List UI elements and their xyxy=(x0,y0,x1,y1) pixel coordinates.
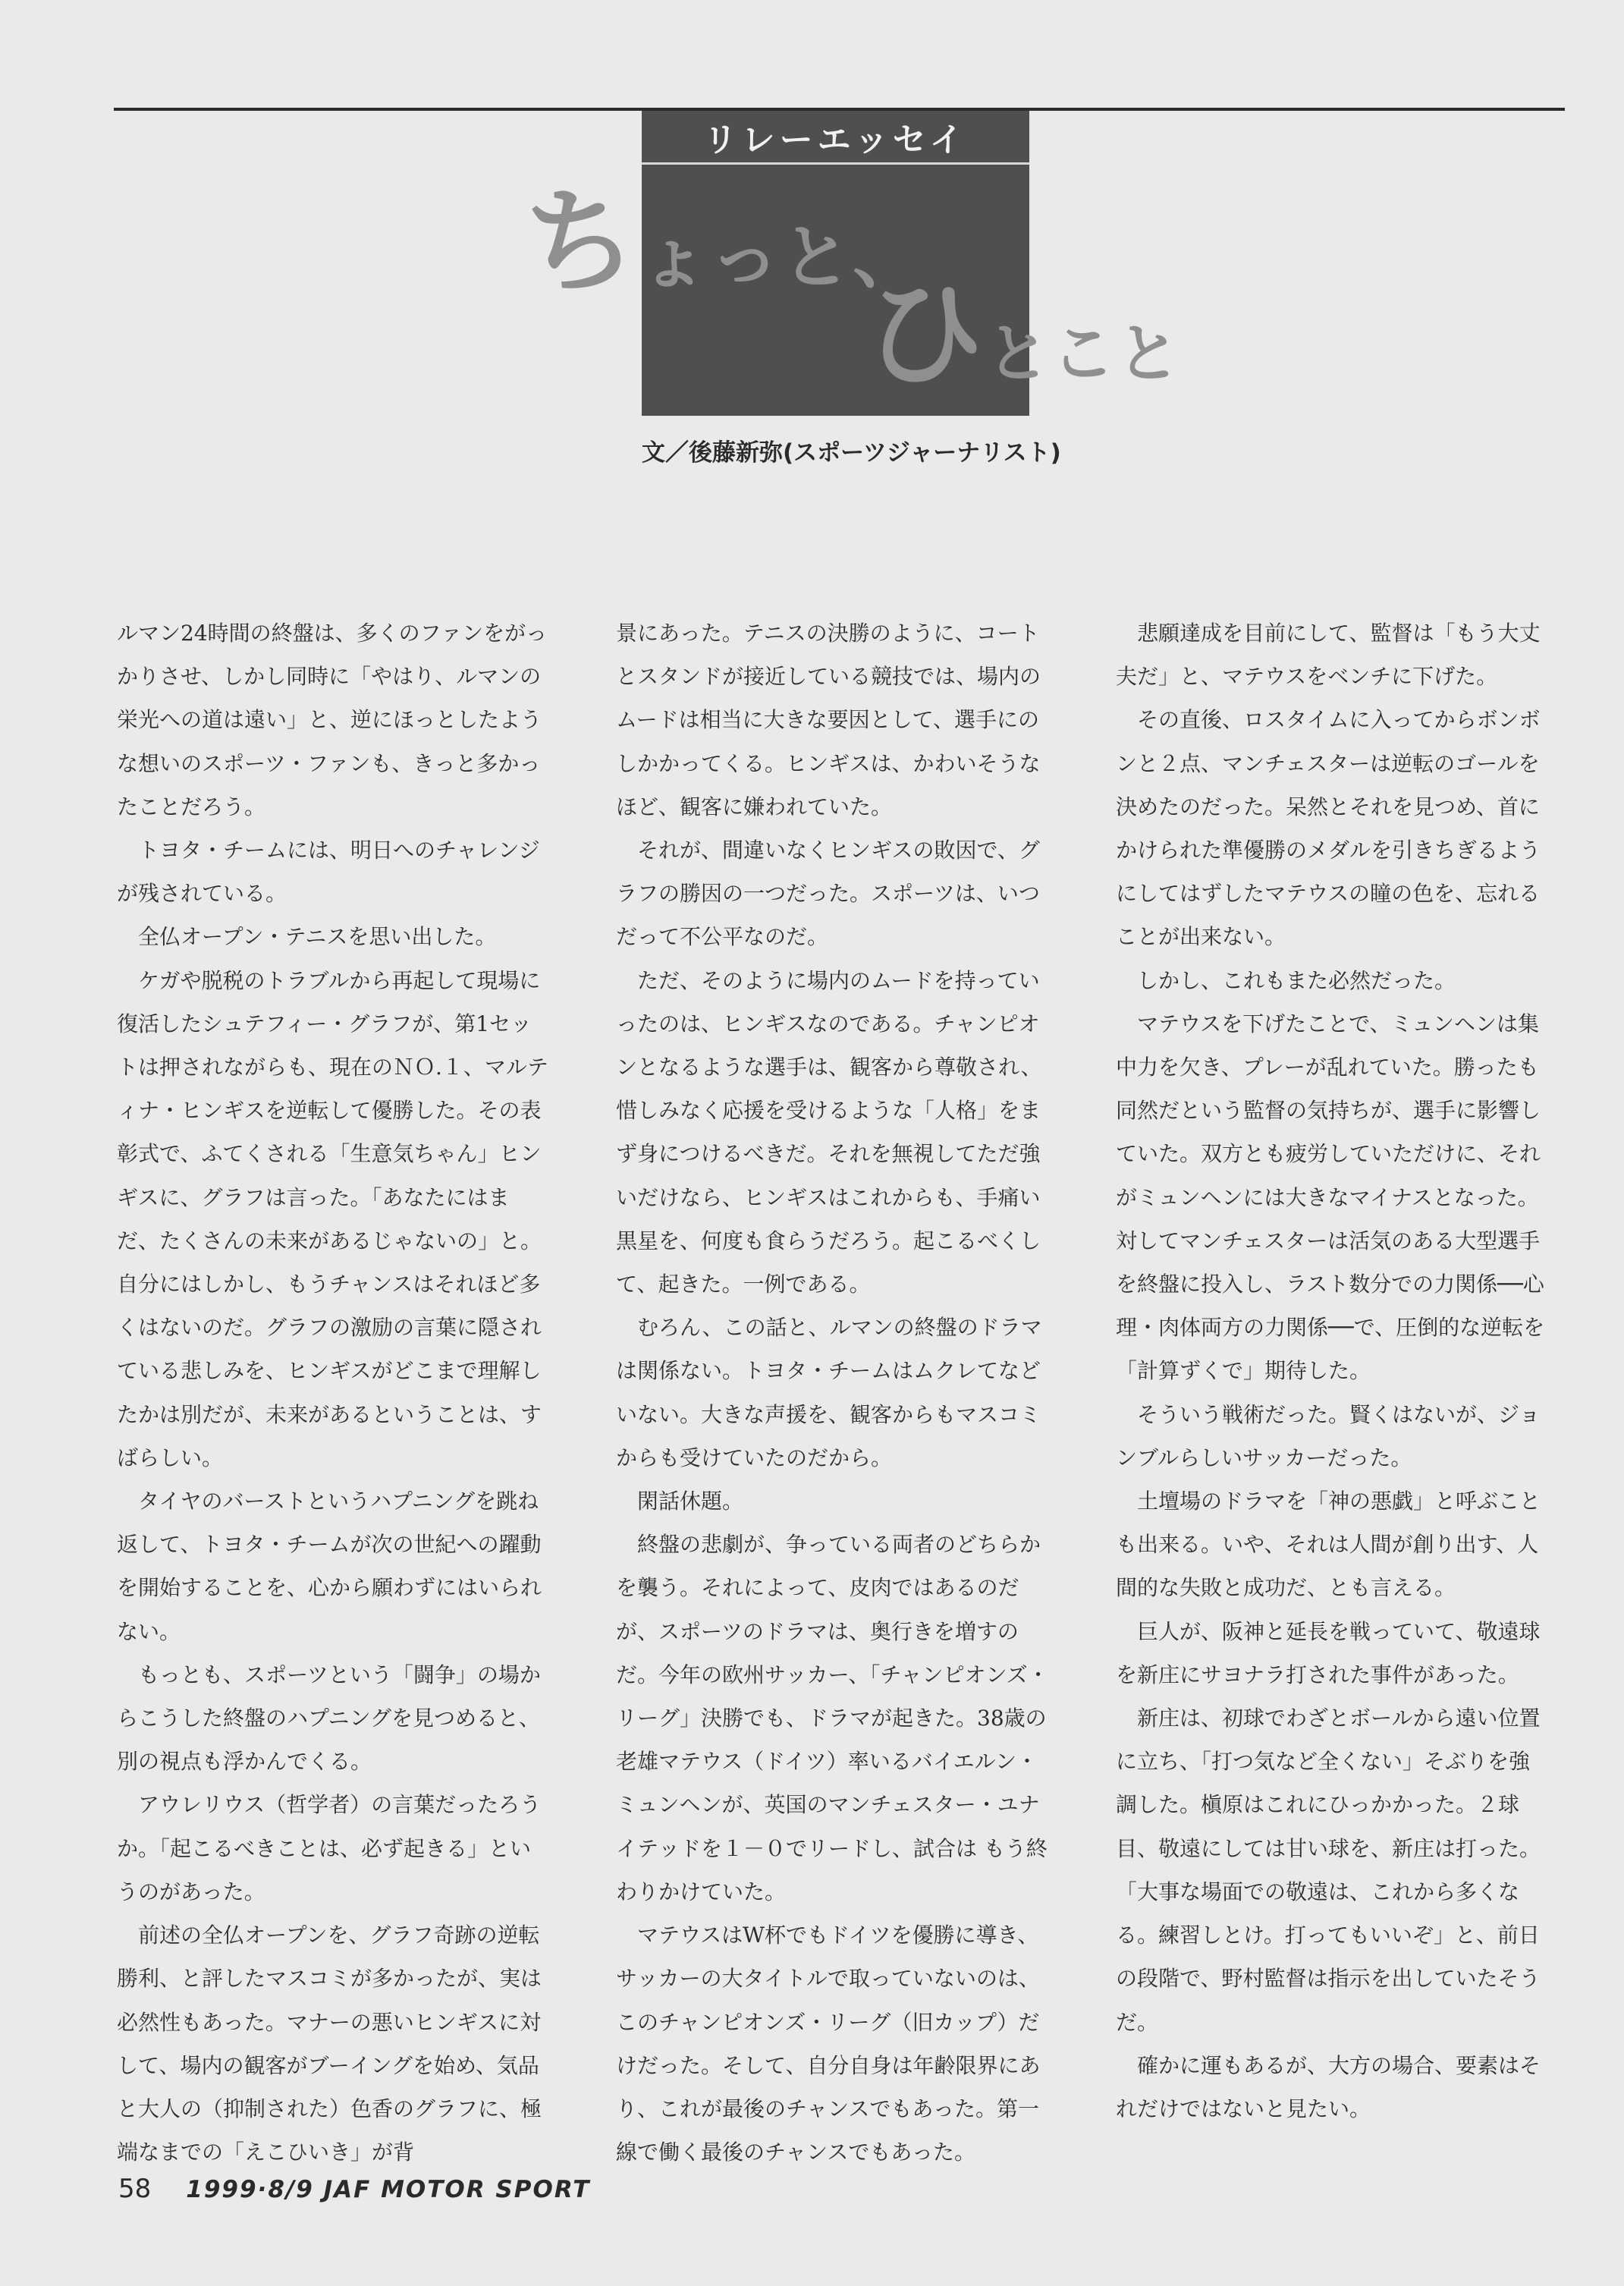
paragraph: そういう戦術だった。賢くはないが、ジョンブルらしいサッカーだった。 xyxy=(1116,1401,1541,1470)
paragraph: 確かに運もあるが、大方の場合、要素はそれだけではないと見たい。 xyxy=(1116,2052,1541,2121)
magazine-name: 1999·8/9 JAF MOTOR SPORT xyxy=(186,2176,591,2203)
paragraph: ただ、そのように場内のムードを持っていったのは、ヒンギスなのである。チャンピオンとなるような選手は、観客から尊敬され、惜しみなく応援を受けるような「人格」をまず身につけるべきだ。それを無視してただ強いだけなら、ヒンギスはこれからも、手痛い黒星を、何度も食らうだろう。起こるべくして、起きた。一例である。 xyxy=(616,967,1042,1297)
essay-title-line-1 xyxy=(523,177,925,309)
essay-title-line-2 xyxy=(865,265,1183,404)
title-part1-small: ょっと、 xyxy=(639,217,925,298)
paragraph: 「大事な場面での敬遠は、これから多くなる。練習しとけ。打ってもいいぞ」と、前日の段階で、野村監督は指示を出していたそうだ。 xyxy=(1116,1879,1541,2035)
paragraph: マテウスはW杯でもドイツを優勝に導き、サッカーの大タイトルで取っていないのは、このチャンピオンズ・リーグ（旧カップ）だけだった。そして、自分自身は年齢限界にあり、これが最後のチャンスでもあった。第一線で働く最後のチャンスでもあった。 xyxy=(616,1923,1041,2165)
paragraph: 景にあった。テニスの決勝のように、コートとスタンドが接近している競技では、場内のムードは相当に大きな要因として、選手にのしかかってくる。ヒンギスは、かわいそうなほど、観客に嫌われていた。 xyxy=(616,621,1041,819)
byline: 文／後藤新弥(スポーツジャーナリスト) xyxy=(642,439,1061,467)
column-1 xyxy=(117,612,551,2174)
paragraph: トヨタ・チームには、明日へのチャレンジが残されている。 xyxy=(117,838,540,907)
paragraph: 閑話休題。 xyxy=(637,1489,744,1514)
paragraph: 巨人が、阪神と延長を戦っていて、敬遠球を新庄にサヨナラ打された事件があった。 xyxy=(1116,1618,1541,1687)
column-2 xyxy=(616,612,1050,2174)
paragraph: 新庄は、初球でわざとボールから遠い位置に立ち、「打つ気など全くない」そぶりを強調した。槇原はこれにひっかかった。２球目、敬遠にしては甘い球を、新庄は打った。 xyxy=(1116,1706,1541,1861)
paragraph: 悲願達成を目前にして、監督は「もう大丈夫だ」と、マテウスをベンチに下げた。 xyxy=(1116,621,1541,690)
title-part2-small: とこと xyxy=(986,316,1183,391)
paragraph: しかし、これもまた必然だった。 xyxy=(1137,967,1456,993)
series-underline xyxy=(642,162,1029,165)
paragraph: 全仏オープン・テニスを思い出した。 xyxy=(138,924,497,950)
title-part1-big: ち xyxy=(523,177,639,309)
paragraph: マテウスを下げたことで、ミュンヘンは集中力を欠き、プレーが乱れていた。勝ったも同然だという監督の気持ちが、選手に影響していた。双方とも疲労していただけに、それがミュンヘンには大きなマイナスとなった。対してマンチェスターは活気のある大型選手を終盤に投入し、ラスト数分での力関係──心理・肉体両方の力関係──で、圧倒的な逆転を「計算ずくで」期待した。 xyxy=(1116,1011,1545,1384)
paragraph: 前述の全仏オープンを、グラフ奇跡の逆転勝利、と評したマスコミが多かったが、実は必然性もあった。マナーの悪いヒンギスに対して、場内の観客がブーイングを始め、気品と大人の（抑制された）色香のグラフに、極端なまでの「えこひいき」が背 xyxy=(117,1923,542,2165)
page-number: 58 xyxy=(118,2174,152,2204)
column-3 xyxy=(1116,612,1550,2130)
paragraph: 終盤の悲劇が、争っている両者のどちらかを襲う。それによって、皮肉ではあるのだが、スポーツのドラマは、奥行きを増すのだ。今年の欧州サッカー、「チャンピオンズ・リーグ」決勝でも、ドラマが起きた。38歳の老雄マテウス（ドイツ）率いるバイエルン・ミュンヘンが、英国のマンチェスター・ユナイテッドを１－０でリードし、試合は もう終わりかけていた。 xyxy=(616,1532,1049,1904)
series-label: リレーエッセイ xyxy=(703,121,968,159)
paragraph: もっとも、スポーツという「闘争」の場からこうした終盤のハプニングを見つめると、別の視点も浮かんでくる。 xyxy=(117,1662,541,1775)
paragraph: タイヤのバーストというハプニングを跳ね返して、トヨタ・チームが次の世紀への躍動を開始することを、心から願わずにはいられない。 xyxy=(117,1489,542,1644)
paragraph: それが、間違いなくヒンギスの敗因で、グラフの勝因の一つだった。スポーツは、いつだって不公平なのだ。 xyxy=(616,838,1040,950)
paragraph: ケガや脱税のトラブルから再起して現場に復活したシュテフィー・グラフが、第1セットは押されながらも、現在のＮＯ.１、マルティナ・ヒンギスを逆転して優勝した。その表彰式で、ふてくされる「生意気ちゃん」ヒンギスに、グラフは言った。「あなたにはまだ、たくさんの未来があるじゃないの」と。自分にはしかし、もうチャンスはそれほど多くはないのだ。グラフの激励の言葉に隠されている悲しみを、ヒンギスがどこまで理解したかは別だが、未来があるということは、すばらしい。 xyxy=(117,967,548,1470)
paragraph: アウレリウス（哲学者）の言葉だったろうか。「起こるべきことは、必ず起きる」というのがあった。 xyxy=(117,1792,542,1904)
title-part2-big: ひ xyxy=(865,265,986,404)
paragraph: むろん、この話と、ルマンの終盤のドラマは関係ない。トヨタ・チームはムクレてなどいない。大きな声援を、観客からもマスコミからも受けていたのだから。 xyxy=(616,1315,1042,1470)
page-footer xyxy=(118,2170,590,2208)
paragraph: ルマン24時間の終盤は、多くのファンをがっかりさせ、しかし同時に「やはり、ルマンの栄光への道は遠い」と、逆にほっとしたような想いのスポーツ・ファンも、きっと多かったことだろう。 xyxy=(117,621,548,819)
paragraph: その直後、ロスタイムに入ってからボンボンと２点、マンチェスターは逆転のゴールを決めたのだった。呆然とそれを見つめ、首にかけられた準優勝のメダルを引きちぎるようにしてはずしたマテウスの瞳の色を、忘れることが出来ない。 xyxy=(1116,707,1541,950)
paragraph: 土壇場のドラマを「神の悪戯」と呼ぶことも出来る。いや、それは人間が創り出す、人間的な失敗と成功だ、とも言える。 xyxy=(1116,1489,1541,1601)
